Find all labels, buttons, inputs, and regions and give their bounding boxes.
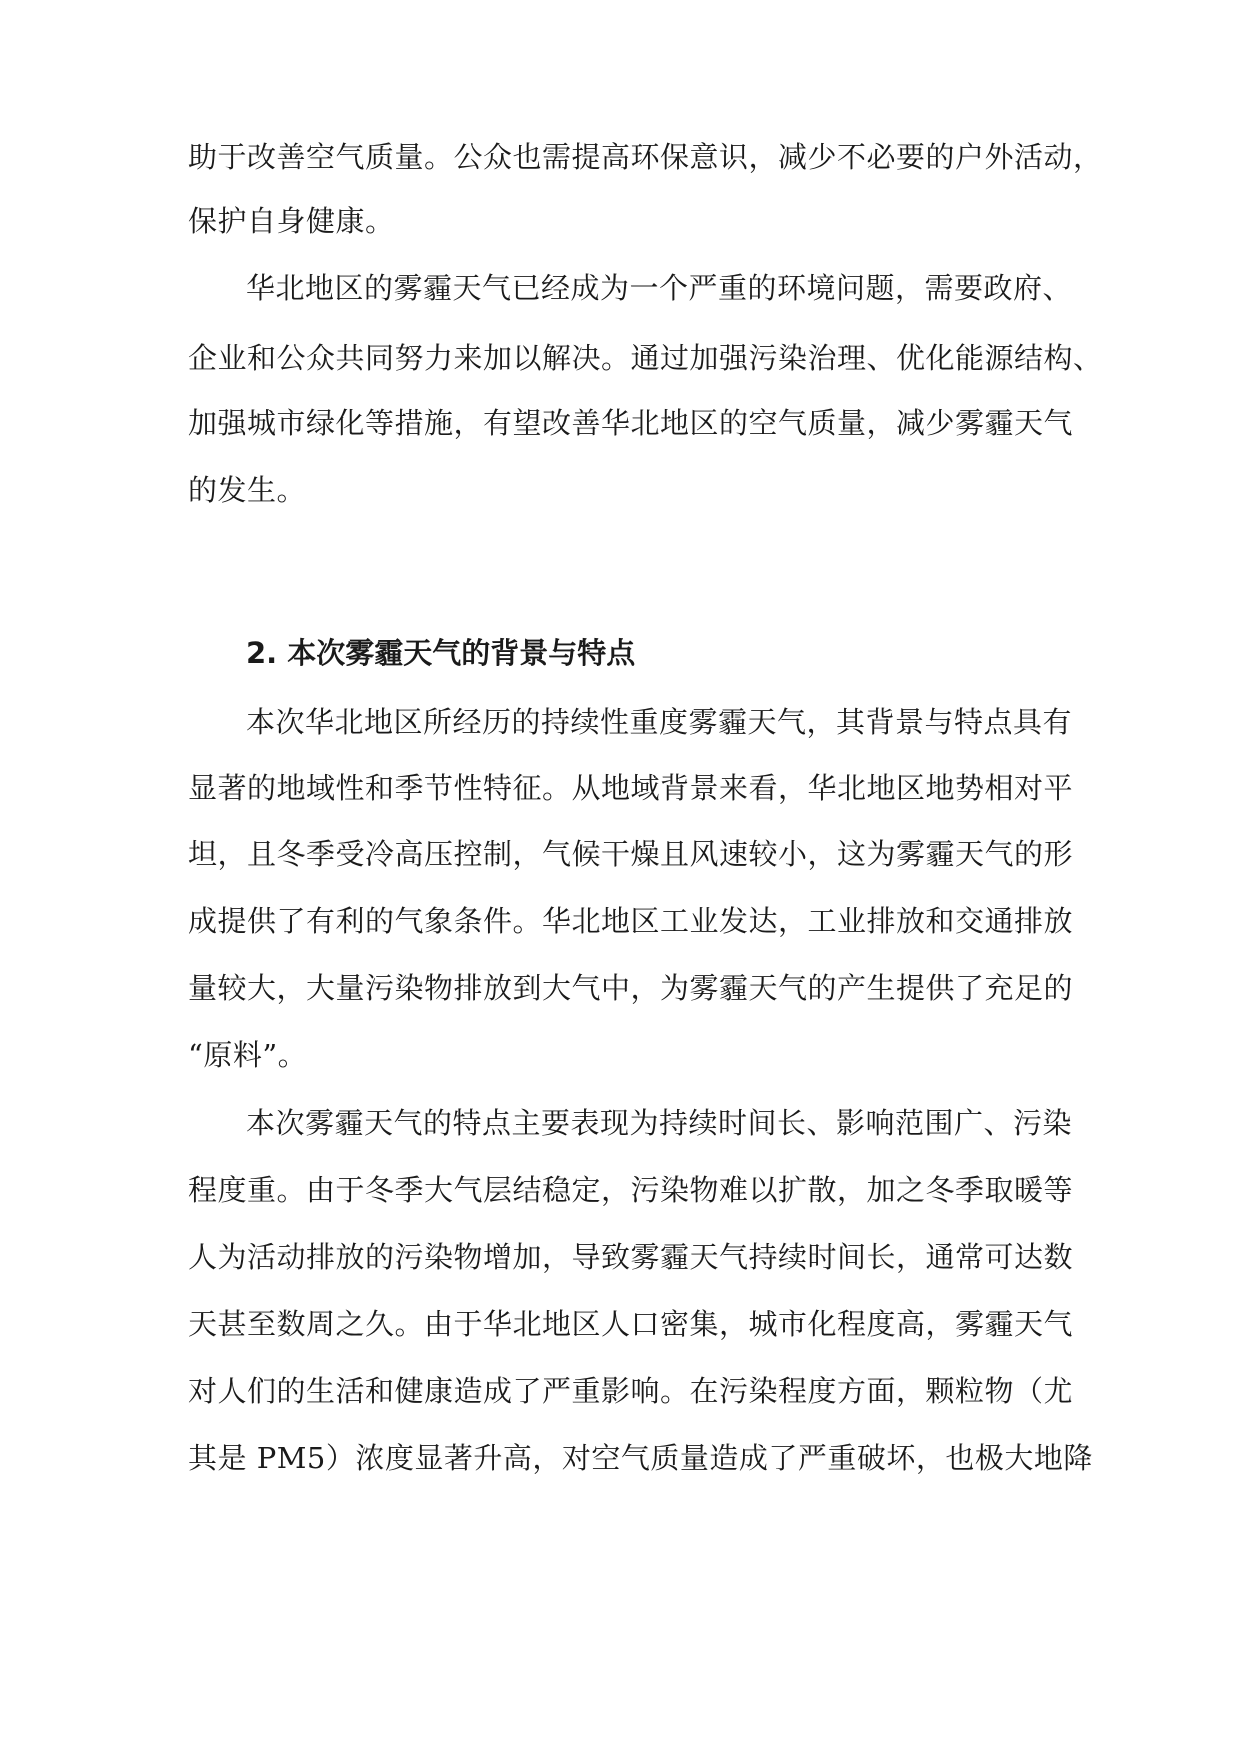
paragraph-line: 加强城市绿化等措施，有望改善华北地区的空气质量，减少雾霾天气 <box>188 406 1074 440</box>
paragraph-line: 人为活动排放的污染物增加，导致雾霾天气持续时间长，通常可达数 <box>188 1240 1074 1274</box>
paragraph-line: 保护自身健康。 <box>188 204 395 238</box>
paragraph-line: “原料”。 <box>188 1038 308 1072</box>
section-heading: 2. 本次雾霾天气的背景与特点 <box>246 636 636 670</box>
paragraph-line: 对人们的生活和健康造成了严重影响。在污染程度方面，颗粒物（尤 <box>188 1374 1074 1408</box>
paragraph-line: 成提供了有利的气象条件。华北地区工业发达，工业排放和交通排放 <box>188 904 1074 938</box>
paragraph-line: 其是 PM5）浓度显著升高，对空气质量造成了严重破坏，也极大地降 <box>188 1441 1093 1475</box>
paragraph-line: 本次雾霾天气的特点主要表现为持续时间长、影响范围广、污染 <box>246 1106 1073 1140</box>
paragraph-line: 显著的地域性和季节性特征。从地域背景来看，华北地区地势相对平 <box>188 771 1074 805</box>
paragraph-line: 本次华北地区所经历的持续性重度雾霾天气，其背景与特点具有 <box>246 705 1073 739</box>
paragraph-line: 天甚至数周之久。由于华北地区人口密集，城市化程度高，雾霾天气 <box>188 1307 1074 1341</box>
paragraph-line: 量较大，大量污染物排放到大气中，为雾霾天气的产生提供了充足的 <box>188 971 1074 1005</box>
paragraph-line: 程度重。由于冬季大气层结稳定，污染物难以扩散，加之冬季取暖等 <box>188 1173 1074 1207</box>
paragraph-line: 企业和公众共同努力来加以解决。通过加强污染治理、优化能源结构、 <box>188 341 1103 375</box>
paragraph-line: 华北地区的雾霾天气已经成为一个严重的环境问题，需要政府、 <box>246 271 1073 305</box>
paragraph-line: 坦，且冬季受冷高压控制，气候干燥且风速较小，这为雾霾天气的形 <box>188 837 1074 871</box>
paragraph-line: 助于改善空气质量。公众也需提高环保意识，减少不必要的户外活动， <box>188 140 1103 174</box>
paragraph-line: 的发生。 <box>188 473 307 507</box>
